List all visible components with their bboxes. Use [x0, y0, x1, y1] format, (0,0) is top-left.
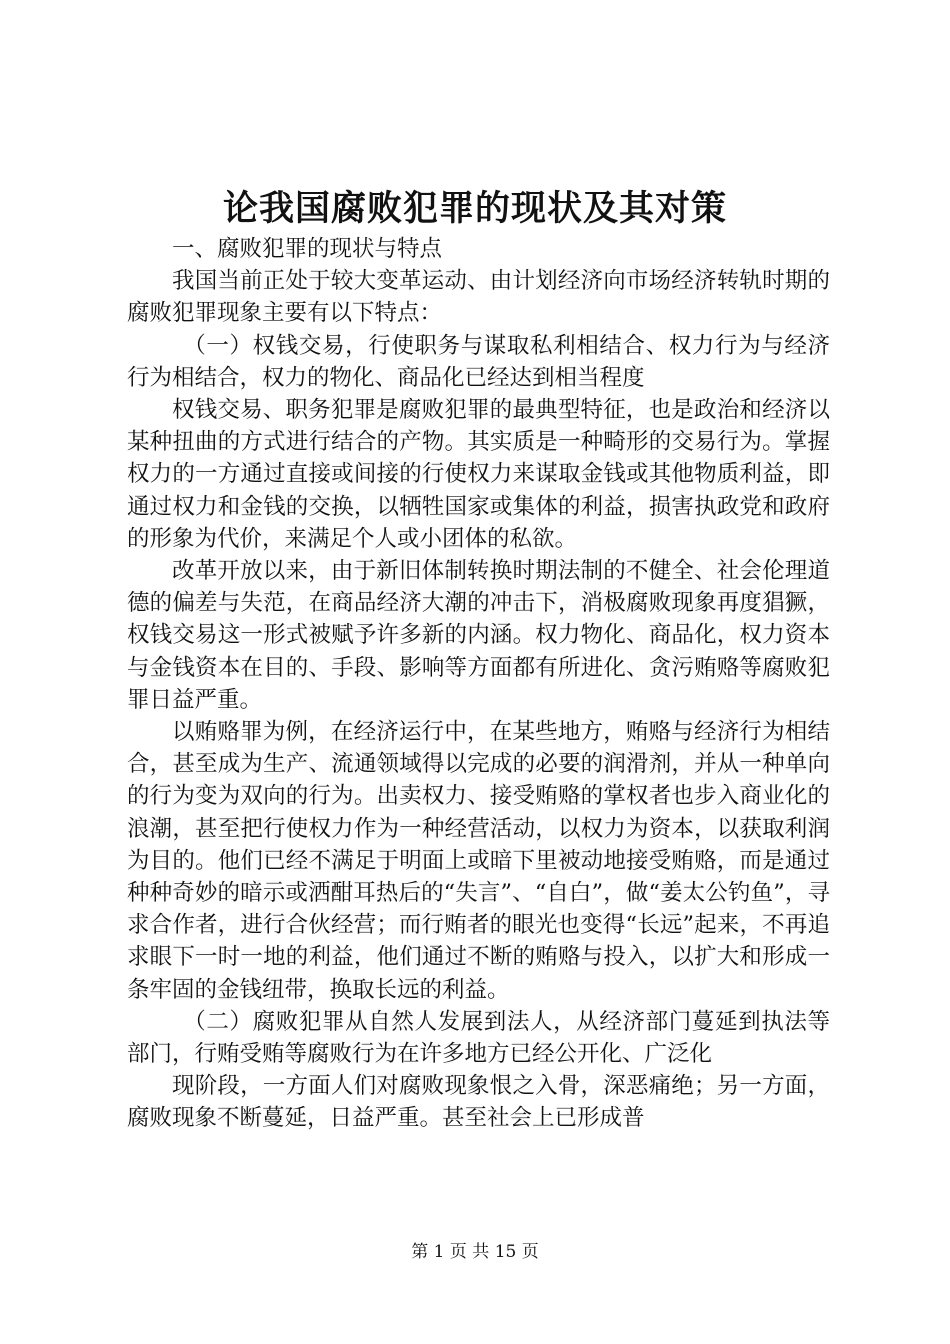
paragraph: 我国当前正处于较大变革运动、由计划经济向市场经济转轨时期的腐败犯罪现象主要有以下特点：	[127, 268, 830, 327]
paragraph: 改革开放以来，由于新旧体制转换时期法制的不健全、社会伦理道德的偏差与失范，在商品经济大潮的冲击下，消极腐败现象再度猖獗，权钱交易这一形式被赋予许多新的内涵。权力物化、商品化，权力资本与金钱资本在目的、手段、影响等方面都有所进化、贪污贿赂等腐败犯罪日益严重。	[127, 558, 830, 713]
subsection-heading: （一）权钱交易，行使职务与谋取私利相结合、权力行为与经济行为相结合，权力的物化、商品化已经达到相当程度	[127, 332, 830, 391]
document-body	[127, 233, 830, 1135]
paragraph: 权钱交易、职务犯罪是腐败犯罪的最典型特征，也是政治和经济以某种扭曲的方式进行结合的产物。其实质是一种畸形的交易行为。掌握权力的一方通过直接或间接的行使权力来谋取金钱或其他物质利益，即通过权力和金钱的交换，以牺牲国家或集体的利益，损害执政党和政府的形象为代价，来满足个人或小团体的私欲。	[127, 397, 830, 552]
paragraph: 现阶段，一方面人们对腐败现象恨之入骨，深恶痛绝；另一方面，腐败现象不断蔓延，日益严重。甚至社会上已形成普	[127, 1073, 830, 1132]
page-footer: 第 1 页 共 15 页	[411, 1242, 539, 1262]
document-title: 论我国腐败犯罪的现状及其对策	[222, 188, 727, 229]
section-heading: 一、腐败犯罪的现状与特点	[172, 236, 443, 262]
subsection-heading: （二）腐败犯罪从自然人发展到法人，从经济部门蔓延到执法等部门，行贿受贿等腐败行为在许多地方已经公开化、广泛化	[127, 1008, 830, 1068]
paragraph: 以贿赂罪为例，在经济运行中，在某些地方，贿赂与经济行为相结合，甚至成为生产、流通领域得以完成的必要的润滑剂，并从一种单向的行为变为双向的行为。出卖权力、接受贿赂的掌权者也步入商业化的浪潮，甚至把行使权力作为一种经营活动，以权力为资本，以获取利润为目的。他们已经不满足于明面上或暗下里被动地接受贿赂，而是通过种种奇妙的暗示或洒酣耳热后的“失言”、“自白”，做“姜太公钓鱼”，寻求合作者，进行合伙经营；而行贿者的眼光也变得“长远”起来，不再追求眼下一时一地的利益，他们通过不断的贿赂与投入，以扩大和形成一条牢固的金钱纽带，换取长远的利益。	[127, 719, 830, 1003]
